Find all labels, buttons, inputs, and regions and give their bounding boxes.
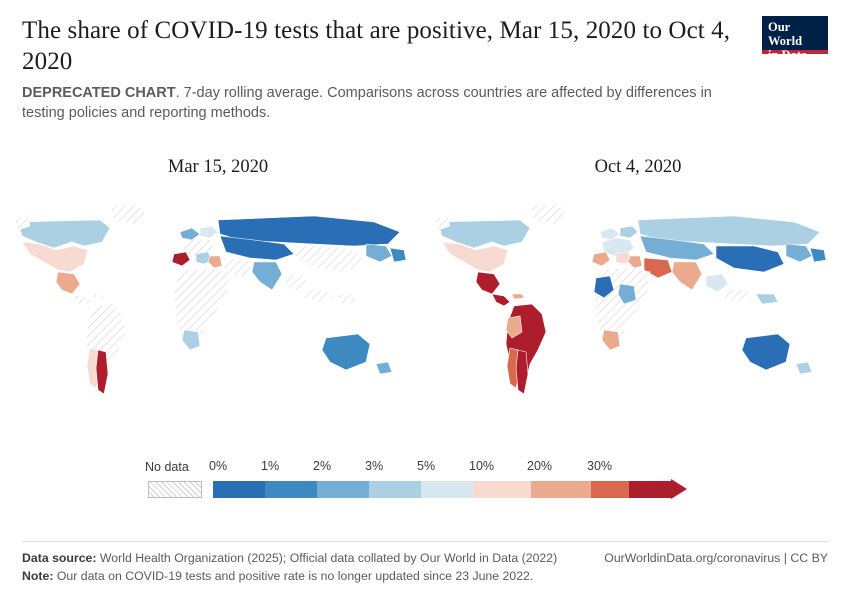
- license-link[interactable]: CC BY: [790, 551, 828, 566]
- footer-links: [604, 550, 828, 568]
- owid-url-link[interactable]: OurWorldinData.org/coronavirus: [604, 551, 781, 566]
- footer-source-text: World Health Organization (2025); Official data collated by Our World in Data (2022): [99, 551, 558, 566]
- footer-note-label: Note:: [22, 569, 54, 584]
- legend-no-data-swatch[interactable]: [148, 481, 202, 498]
- footer-source-label: Data source:: [22, 551, 97, 566]
- page-title: The share of COVID-19 tests that are positive, Mar 15, 2020 to Oct 4, 2020: [22, 17, 731, 75]
- color-legend: [145, 459, 705, 515]
- owid-logo-line1: Our World: [768, 20, 803, 48]
- legend-bin-3[interactable]: [369, 481, 421, 498]
- legend-bin-5[interactable]: [473, 481, 531, 498]
- legend-bin-8[interactable]: [629, 481, 671, 498]
- legend-bin-0[interactable]: [213, 481, 265, 498]
- chart-subtitle: [22, 83, 738, 123]
- owid-logo[interactable]: [762, 16, 828, 62]
- chart-footer: [22, 541, 828, 586]
- legend-arrow-icon: [671, 479, 687, 499]
- legend-no-data-label: No data: [145, 460, 189, 474]
- legend-tick-3: 3%: [365, 459, 384, 473]
- legend-tick-7: 30%: [587, 459, 613, 473]
- footer-note-row: [22, 568, 828, 586]
- deprecated-badge: DEPRECATED CHART: [22, 85, 176, 101]
- footer-separator: |: [783, 551, 787, 566]
- chart-subtitle-text: . 7-day rolling average. Comparisons across countries are affected by differences in testing policies and reporting methods.: [22, 85, 712, 121]
- legend-tick-6: 20%: [527, 459, 553, 473]
- legend-bin-4[interactable]: [421, 481, 473, 498]
- legend-color-bar[interactable]: [145, 481, 705, 498]
- map-date-label-left: Mar 15, 2020: [167, 157, 269, 177]
- owid-logo-line2: in Data: [768, 48, 808, 62]
- legend-bin-2[interactable]: [317, 481, 369, 498]
- footer-note-text: Our data on COVID-19 tests and positive rate is no longer updated since 23 June 2022.: [56, 569, 534, 584]
- map-panel-mar-15-2020: [14, 157, 422, 437]
- legend-tick-labels: [145, 459, 705, 477]
- footer-source-row: [22, 550, 828, 568]
- legend-bin-6[interactable]: [531, 481, 591, 498]
- world-map-left[interactable]: [14, 198, 422, 426]
- legend-tick-1: 1%: [261, 459, 280, 473]
- map-date-label-right: Oct 4, 2020: [594, 157, 682, 177]
- legend-tick-4: 5%: [417, 459, 436, 473]
- world-map-right[interactable]: [434, 198, 842, 426]
- legend-bin-1[interactable]: [265, 481, 317, 498]
- legend-tick-2: 2%: [313, 459, 332, 473]
- chart-header: [22, 16, 828, 123]
- legend-tick-5: 10%: [469, 459, 495, 473]
- map-canvas-left[interactable]: [14, 198, 422, 426]
- map-panel-oct-4-2020: [434, 157, 842, 437]
- legend-bin-7[interactable]: [591, 481, 629, 498]
- legend-tick-0: 0%: [209, 459, 228, 473]
- map-canvas-right[interactable]: [434, 198, 842, 426]
- map-panels: [22, 157, 828, 437]
